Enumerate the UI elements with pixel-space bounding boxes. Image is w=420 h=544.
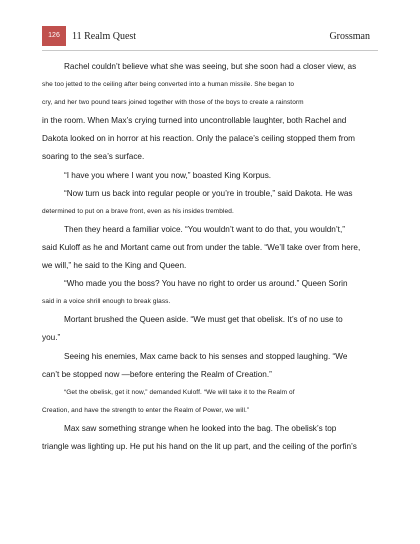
author-name: Grossman <box>329 31 370 42</box>
text-line: “Get the obelisk, get it now,” demanded Kuloff. “We will take it to the Realm of <box>64 388 295 396</box>
text-line: Then they heard a familiar voice. “You wouldn’t want to do that, you wouldn’t,” <box>64 224 345 234</box>
text-line: Rachel couldn’t believe what she was seeing, but she soon had a closer view, as <box>64 62 357 71</box>
text-line: you.” <box>42 333 61 343</box>
text-line: Max saw something strange when he looked into the bag. The obelisk’s top <box>64 423 337 433</box>
text-line: “I have you where I want you now,” boasted King Korpus. <box>64 170 272 180</box>
text-line: Seeing his enemies, Max came back to his senses and stopped laughing. “We <box>64 351 348 361</box>
text-line: soaring to the sea’s surface. <box>42 152 145 162</box>
text-line: Dakota looked on in horror at his reaction. Only the palace’s ceiling stopped them from <box>42 134 355 144</box>
text-line: Creation, and have the strength to enter the Realm of Power, we will.” <box>42 406 250 414</box>
text-line: Mortant brushed the Queen aside. “We must get that obelisk. It’s of no use to <box>64 315 343 325</box>
text-line: said Kuloff as he and Mortant came out from under the table. “We’ll take over from here, <box>42 242 361 252</box>
text-line: “Who made you the boss? You have no right to order us around.” Queen Sorin <box>64 279 348 289</box>
page-number-badge: 126 <box>42 26 66 46</box>
text-line: “Now turn us back into regular people or you’re in trouble,” said Dakota. He was <box>64 188 353 198</box>
text-line: she too jetted to the ceiling after being converted into a human missile. She began to <box>42 81 295 89</box>
text-line: triangle was lighting up. He put his hand on the lit up part, and the ceiling of the porfin’s <box>42 441 357 451</box>
text-line: determined to put on a brave front, even as his insides trembled. <box>42 207 234 215</box>
page-body <box>42 58 378 456</box>
text-line: can’t be stopped now —before entering the Realm of Creation.” <box>42 369 272 379</box>
text-line: cry, and her two pound tears joined together with those of the boys to create a rainstorm <box>42 99 304 107</box>
header-divider <box>42 50 378 51</box>
book-title: 11 Realm Quest <box>72 31 137 42</box>
text-line: in the room. When Max’s crying turned into uncontrollable laughter, both Rachel and <box>42 116 347 126</box>
text-line: we will,” he said to the King and Queen. <box>42 261 187 271</box>
text-line: said in a voice shrill enough to break glass. <box>42 298 171 306</box>
